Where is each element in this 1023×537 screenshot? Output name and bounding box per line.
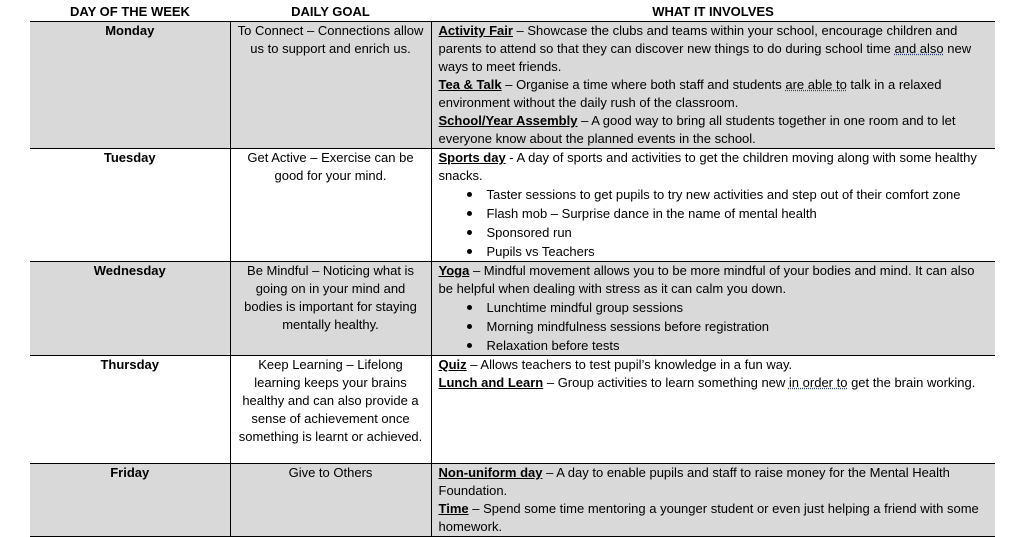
activity-title: Activity Fair (438, 23, 513, 38)
activity-paragraph (439, 356, 990, 374)
activity-text: – A day to enable pupils and staff to raise money for the Mental Health Foundation. (438, 465, 950, 498)
activity-title: Non-uniform day (438, 465, 543, 480)
day-cell: Monday (30, 22, 230, 149)
involves-cell (431, 356, 995, 464)
wellbeing-week-table (30, 3, 995, 537)
day-cell: Friday (30, 464, 230, 537)
activity-text: – A good way to bring all students together in one room and to let everyone know about the planned events in the school. (438, 113, 956, 146)
activity-text: – Organise a time where both staff and students (501, 77, 786, 92)
activity-paragraph (439, 112, 990, 148)
bullet-list (439, 185, 990, 261)
header-involves: WHAT IT INVOLVES (652, 4, 774, 19)
table-row (30, 356, 995, 464)
bullet-item: Sponsored run (487, 223, 990, 242)
activity-paragraph (439, 76, 990, 112)
involves-cell (431, 262, 995, 356)
bullet-item: Morning mindfulness sessions before registration (487, 317, 990, 336)
involves-cell (431, 22, 995, 149)
activity-title: Quiz (438, 357, 467, 372)
goal-cell: Keep Learning – Lifelong learning keeps your brains healthy and can also provide a sense of achievement once something is learnt or achieved. (230, 356, 431, 464)
goal-cell: Be Mindful – Noticing what is going on in your mind and bodies is important for staying mentally healthy. (230, 262, 431, 356)
bullet-item: Flash mob – Surprise dance in the name of mental health (487, 204, 990, 223)
involves-cell (431, 464, 995, 537)
activity-paragraph (439, 464, 990, 500)
bullet-item: Taster sessions to get pupils to try new activities and step out of their comfort zone (487, 185, 990, 204)
bullet-item: Pupils vs Teachers (487, 242, 990, 261)
activity-text: – Group activities to learn something new (543, 375, 789, 390)
activity-title: Lunch and Learn (438, 375, 544, 390)
grammar-flag: are able to (785, 77, 847, 92)
bullet-item: Relaxation before tests (487, 336, 990, 355)
goal-cell: Give to Others (230, 464, 431, 537)
activity-text: new ways to meet friends. (438, 41, 972, 74)
activity-paragraph (439, 262, 990, 298)
activity-title: Tea & Talk (438, 77, 502, 92)
activity-title: Time (438, 501, 469, 516)
table-row (30, 262, 995, 356)
day-cell: Thursday (100, 357, 159, 372)
activity-paragraph (439, 22, 990, 76)
bullet-list (439, 298, 990, 355)
activity-title: Yoga (438, 263, 470, 278)
day-cell: Wednesday (30, 262, 230, 356)
grammar-flag: and also (894, 41, 944, 56)
grammar-flag: in order to (788, 375, 848, 390)
activity-text: - A day of sports and activities to get the children moving along with some healthy snacks. (438, 150, 977, 183)
header-day: DAY OF THE WEEK (70, 4, 190, 19)
activity-text: – Spend some time mentoring a younger student or even just helping a friend with some homework. (438, 501, 979, 534)
table-row (30, 22, 995, 149)
activity-paragraph (439, 374, 990, 392)
activity-text: – Mindful movement allows you to be more mindful of your bodies and mind. It can also be helpful when dealing with stress as it can calm you down. (438, 263, 975, 296)
activity-text: – Allows teachers to test pupil’s knowledge in a fun way. (466, 357, 793, 372)
bullet-item: Lunchtime mindful group sessions (487, 298, 990, 317)
day-cell: Tuesday (103, 150, 156, 165)
goal-cell: Get Active – Exercise can be good for your mind. (230, 149, 431, 262)
involves-cell (431, 149, 995, 262)
activity-title: School/Year Assembly (438, 113, 578, 128)
activity-text: talk in a relaxed environment without the daily rush of the classroom. (438, 77, 942, 110)
header-row (30, 3, 995, 22)
table-row (30, 464, 995, 537)
goal-cell: To Connect – Connections allow us to support and enrich us. (230, 22, 431, 149)
activity-paragraph (439, 149, 990, 185)
header-goal: DAILY GOAL (291, 4, 370, 19)
activity-text: get the brain working. (847, 375, 976, 390)
activity-title: Sports day (438, 150, 506, 165)
activity-text: – Showcase the clubs and teams within your school, encourage children and parents to attend so that they can discover new things to do during school time (438, 23, 958, 56)
table-row (30, 149, 995, 262)
activity-paragraph (439, 500, 990, 536)
